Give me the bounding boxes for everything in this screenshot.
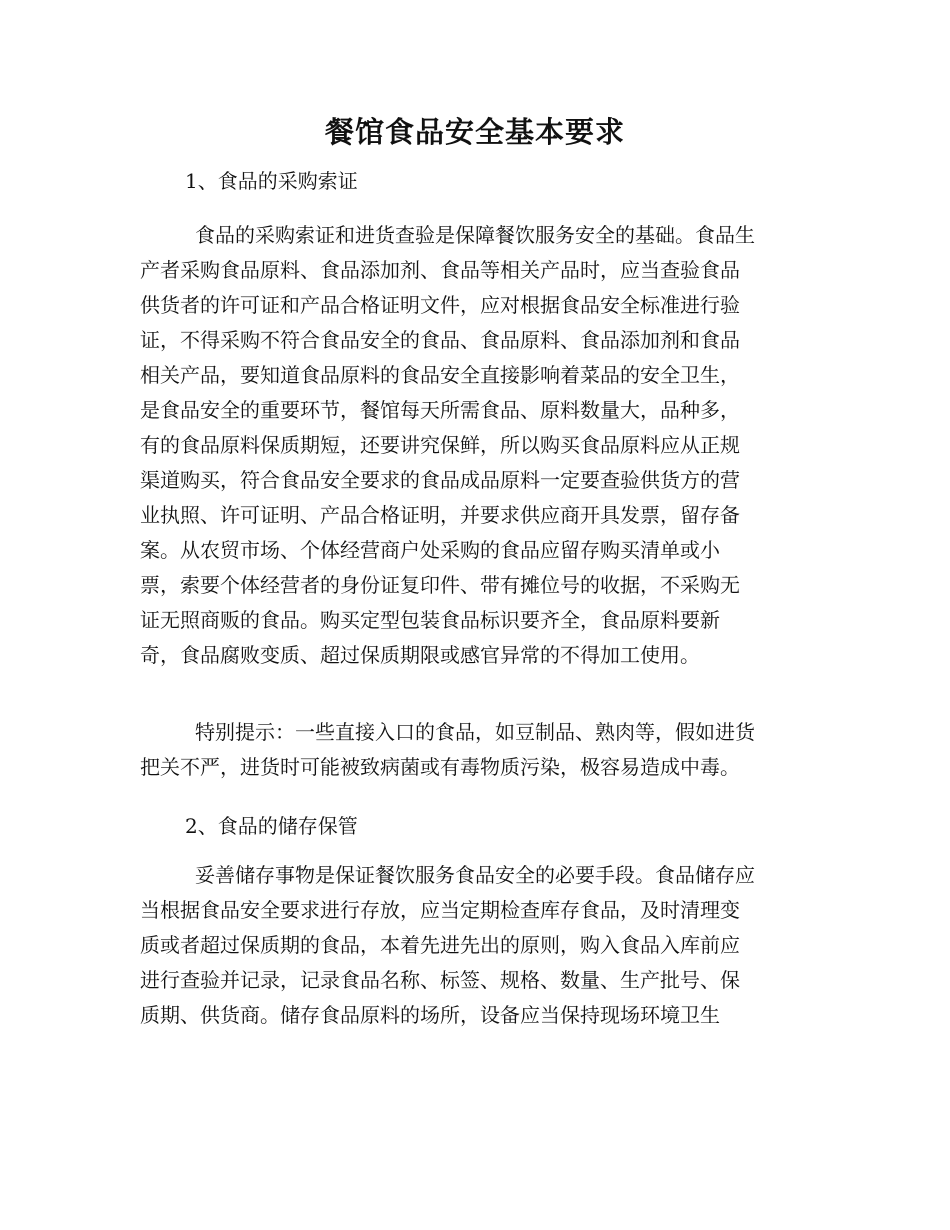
paragraph-line: 当根据食品安全要求进行存放，应当定期检查库存食品，及时清理变	[140, 898, 740, 922]
paragraph-line: 质或者超过保质期的食品，本着先进先出的原则，购入食品入库前应	[140, 933, 740, 957]
paragraph-line: 是食品安全的重要环节，餐馆每天所需食品、原料数量大，品种多，	[140, 398, 740, 422]
paragraph-line: 特别提示：一些直接入口的食品，如豆制品、熟肉等，假如进货	[195, 720, 755, 744]
paragraph-line: 业执照、许可证明、产品合格证明，并要求供应商开具发票，留存备	[140, 503, 740, 527]
paragraph-line: 供货者的许可证和产品合格证明文件，应对根据食品安全标准进行验	[140, 293, 740, 317]
paragraph-line: 渠道购买，符合食品安全要求的食品成品原料一定要查验供货方的营	[140, 468, 740, 492]
paragraph-line: 质期、供货商。储存食品原料的场所，设备应当保持现场环境卫生	[140, 1003, 720, 1027]
page-title: 餐馆食品安全基本要求	[324, 115, 625, 149]
section-2-paragraph-1	[140, 858, 810, 1033]
section-1-paragraph-2	[140, 715, 810, 785]
paragraph-line: 产者采购食品原料、食品添加剂、食品等相关产品时，应当查验食品	[140, 258, 740, 282]
paragraph-line: 食品的采购索证和进货查验是保障餐饮服务安全的基础。食品生	[195, 223, 755, 247]
section-1-heading: 1、食品的采购索证	[185, 169, 358, 193]
paragraph-line: 有的食品原料保质期短，还要讲究保鲜，所以购买食品原料应从正规	[140, 433, 740, 457]
section-1-paragraph-1	[140, 218, 810, 673]
paragraph-line: 相关产品，要知道食品原料的食品安全直接影响着菜品的安全卫生，	[140, 363, 740, 387]
paragraph-line: 证，不得采购不符合食品安全的食品、食品原料、食品添加剂和食品	[140, 328, 740, 352]
paragraph-line: 证无照商贩的食品。购买定型包装食品标识要齐全，食品原料要新	[140, 608, 720, 632]
paragraph-line: 妥善储存事物是保证餐饮服务食品安全的必要手段。食品储存应	[195, 863, 755, 887]
paragraph-line: 把关不严，进货时可能被致病菌或有毒物质污染，极容易造成中毒。	[140, 755, 740, 779]
paragraph-line: 进行查验并记录，记录食品名称、标签、规格、数量、生产批号、保	[140, 968, 740, 992]
paragraph-line: 奇，食品腐败变质、超过保质期限或感官异常的不得加工使用。	[140, 643, 700, 667]
section-2-heading: 2、食品的储存保管	[185, 814, 358, 838]
paragraph-line: 案。从农贸市场、个体经营商户处采购的食品应留存购买清单或小	[140, 538, 720, 562]
paragraph-line: 票，索要个体经营者的身份证复印件、带有摊位号的收据，不采购无	[140, 573, 740, 597]
